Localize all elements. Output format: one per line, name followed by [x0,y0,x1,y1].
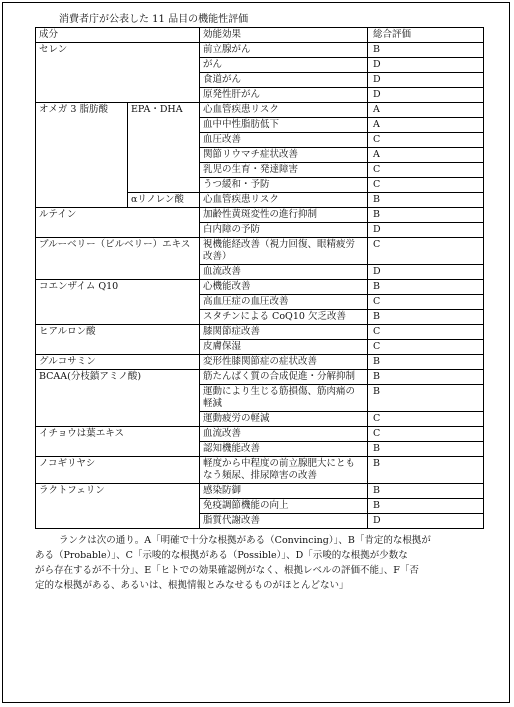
header-rating: 総合評価 [368,28,484,43]
table-title: 消費者庁が公表した 11 品目の機能性評価 [59,14,249,25]
effect-cell: 血流改善 [200,265,368,280]
rating-cell: B [368,310,484,325]
effect-cell: 脂質代謝改善 [200,514,368,529]
rating-cell: C [368,163,484,178]
rating-cell: C [368,238,484,265]
rating-cell: C [368,133,484,148]
component-cell: ラクトフェリン [36,484,200,529]
effect-cell: 筋たんぱく質の合成促進・分解抑制 [200,370,368,385]
effect-cell: 白内障の予防 [200,223,368,238]
rating-cell: D [368,265,484,280]
rating-cell: C [368,340,484,355]
table-row [36,457,484,484]
rating-cell: B [368,208,484,223]
note-line: がら存在するが不十分」、E「ヒトでの効果確認例がなく、根拠レベルの評価不能」、F「否 [35,565,419,576]
rating-cell: D [368,58,484,73]
component-cell: BCAA(分枝鎖アミノ酸) [36,370,200,427]
rating-cell: B [368,442,484,457]
effect-cell: 変形性膝関節症の症状改善 [200,355,368,370]
rating-cell: B [368,43,484,58]
header-component: 成分 [36,28,200,43]
effect-cell: 免疫調節機能の向上 [200,499,368,514]
effect-cell: 感染防御 [200,484,368,499]
evaluation-table [35,27,484,529]
effect-cell: 心血管疾患リスク [200,103,368,118]
table-row [36,325,484,340]
component-cell: ルテイン [36,208,200,238]
effect-cell: がん [200,58,368,73]
effect-cell: 前立腺がん [200,43,368,58]
table-row [36,370,484,385]
effect-cell: うつ緩和・予防 [200,178,368,193]
rating-cell: A [368,118,484,133]
component-cell: ヒアルロン酸 [36,325,200,355]
rating-cell: B [368,370,484,385]
subcomponent-cell: αリノレン酸 [128,193,200,208]
rating-cell: B [368,280,484,295]
rating-cell: B [368,385,484,412]
table-row [36,280,484,295]
effect-cell: 認知機能改善 [200,442,368,457]
effect-cell: 血圧改善 [200,133,368,148]
note-line: ランクは次の通り。A「明確で十分な根拠がある（Convincing）」、B「肯定的な根拠が [59,535,431,546]
effect-cell: 原発性肝がん [200,88,368,103]
rank-legend-note [35,533,483,593]
table-row [36,208,484,223]
note-line: ある（Probable）」、C「示唆的な根拠がある（Possible）」、D「示唆的な根拠が少数な [35,550,408,561]
component-cell: セレン [36,43,200,103]
component-cell: コエンザイム Q10 [36,280,200,325]
effect-cell: 高血圧症の血圧改善 [200,295,368,310]
effect-cell: 血流改善 [200,427,368,442]
table-row [36,484,484,499]
document-body [35,13,483,593]
effect-cell: 運動により生じる筋損傷、筋肉痛の軽減 [200,385,368,412]
subcomponent-cell: EPA・DHA [128,103,200,193]
component-cell: グルコサミン [36,355,200,370]
effect-cell: 膝関節症改善 [200,325,368,340]
effect-cell: 乳児の生育・発達障害 [200,163,368,178]
header-effect: 効能効果 [200,28,368,43]
effect-cell: 心機能改善 [200,280,368,295]
rating-cell: C [368,427,484,442]
effect-cell: 血中中性脂肪低下 [200,118,368,133]
effect-cell: 視機能経改善（視力回復、眼精疲労改善） [200,238,368,265]
rating-cell: D [368,73,484,88]
effect-cell: 加齢性黄斑変性の進行抑制 [200,208,368,223]
table-header-row [36,28,484,43]
rating-cell: C [368,295,484,310]
effect-cell: 食道がん [200,73,368,88]
rating-cell: B [368,355,484,370]
rating-cell: C [368,325,484,340]
rating-cell: C [368,178,484,193]
rating-cell: B [368,457,484,484]
rating-cell: B [368,484,484,499]
table-row [36,103,484,118]
rating-cell: D [368,88,484,103]
component-cell: ノコギリヤシ [36,457,200,484]
effect-cell: 関節リウマチ症状改善 [200,148,368,163]
effect-cell: 運動疲労の軽減 [200,412,368,427]
rating-cell: A [368,148,484,163]
effect-cell: スタチンによる CoQ10 欠乏改善 [200,310,368,325]
table-row [36,43,484,58]
table-row [36,427,484,442]
component-cell: イチョウは葉エキス [36,427,200,457]
rating-cell: D [368,223,484,238]
rating-cell: A [368,103,484,118]
rating-cell: B [368,499,484,514]
document-page [2,2,510,703]
component-cell: オメガ 3 脂肪酸 [36,103,128,208]
rating-cell: D [368,514,484,529]
table-row [36,238,484,265]
note-line: 定的な根拠がある、あるいは、根拠情報とみなせるものがほとんどない」 [35,580,349,591]
table-row [36,355,484,370]
rating-cell: B [368,193,484,208]
rating-cell: C [368,412,484,427]
effect-cell: 軽度から中程度の前立腺肥大にともなう頻尿、排尿障害の改善 [200,457,368,484]
effect-cell: 心血管疾患リスク [200,193,368,208]
component-cell: ブルーベリー（ビルベリー）エキス [36,238,200,280]
effect-cell: 皮膚保湿 [200,340,368,355]
